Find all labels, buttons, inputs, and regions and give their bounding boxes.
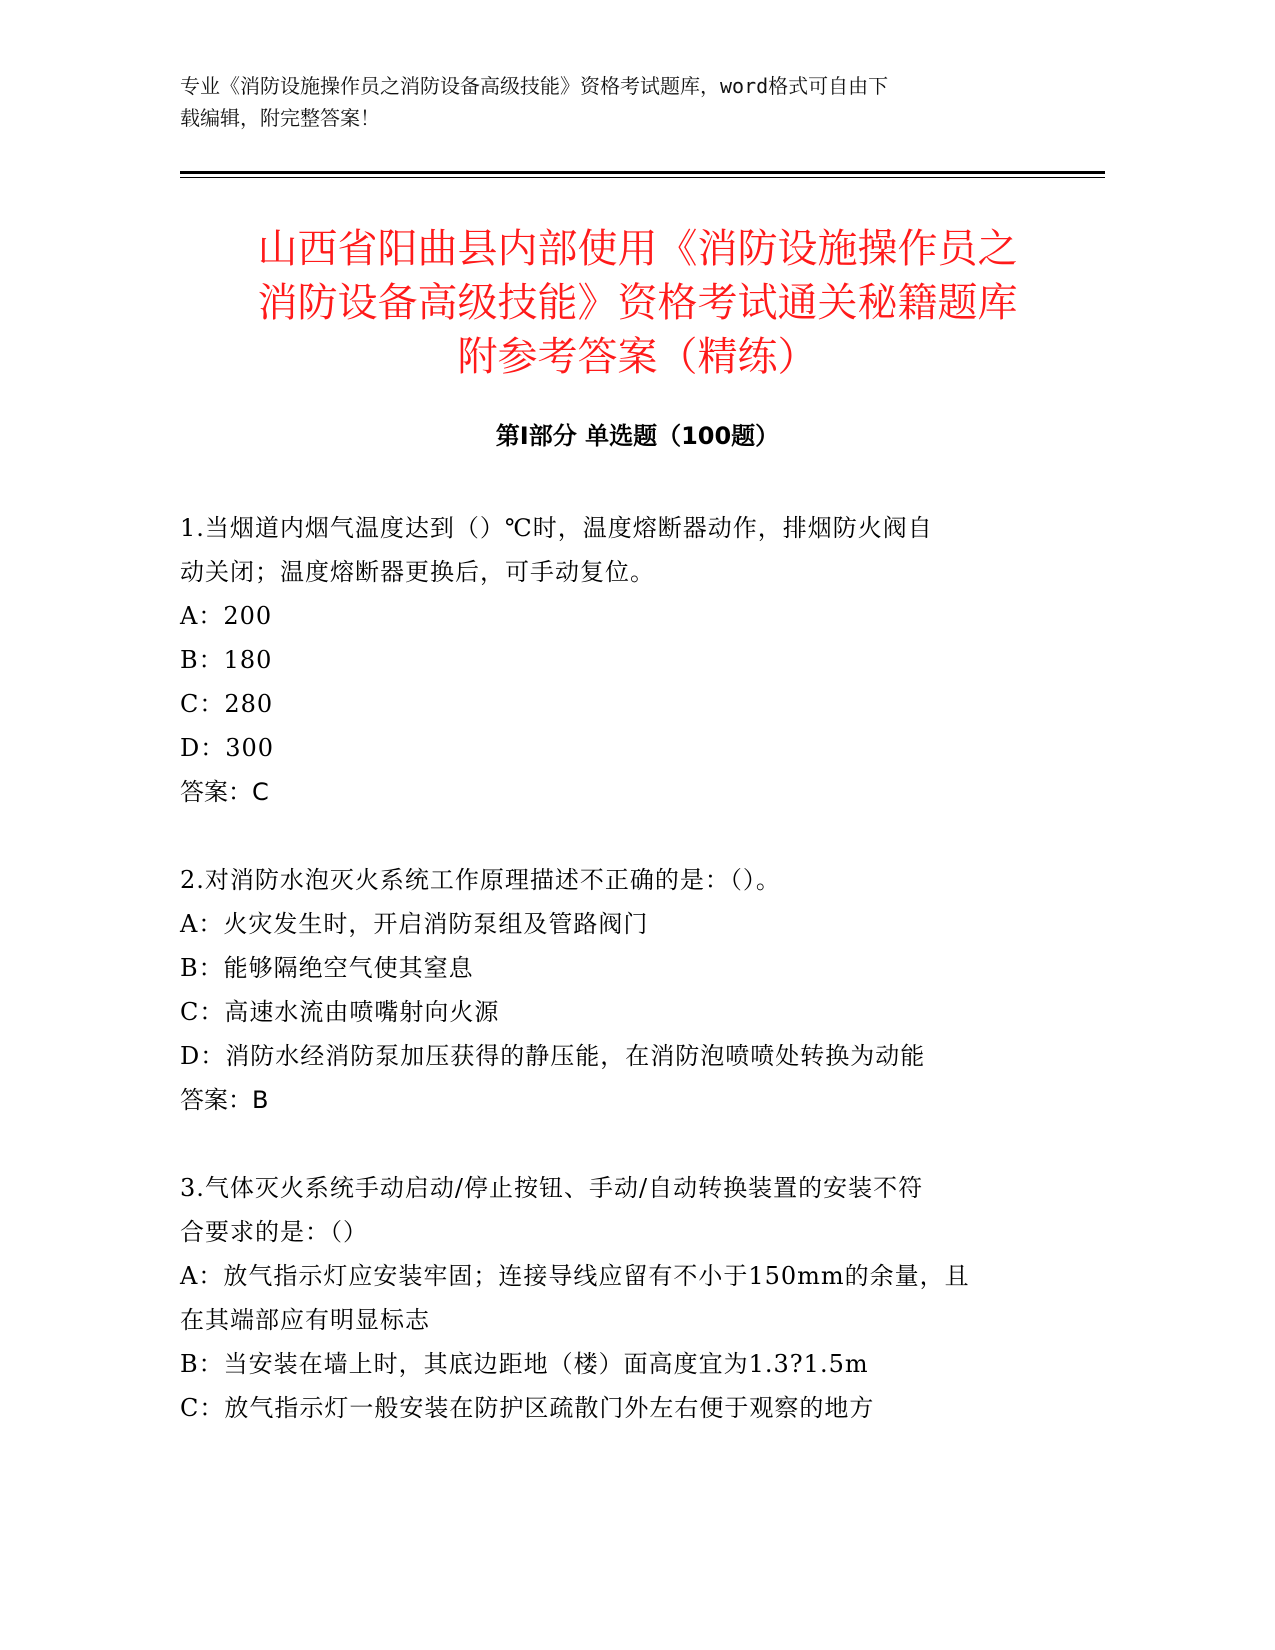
header-divider-thick — [180, 171, 1105, 174]
header-note — [180, 70, 1040, 134]
option-a: A：火灾发生时，开启消防泵组及管路阀门 — [180, 910, 649, 938]
option-b: B：当安装在墙上时，其底边距地（楼）面高度宜为1.3?1.5m — [180, 1350, 869, 1378]
header-divider-thin — [180, 177, 1105, 178]
answer: 答案：B — [180, 1086, 269, 1114]
question-2 — [180, 858, 1040, 1122]
title-line: 附参考答案（精练） — [457, 334, 818, 380]
answer: 答案：C — [180, 778, 269, 806]
question-text: 合要求的是：（） — [180, 1218, 368, 1246]
question-text: 动关闭；温度熔断器更换后，可手动复位。 — [180, 558, 655, 586]
question-text: 1.当烟道内烟气温度达到（）℃时，温度熔断器动作，排烟防火阀自 — [180, 514, 933, 542]
section-heading: 第Ⅰ部分 单选题（100题） — [495, 422, 780, 450]
title-line: 山西省阳曲县内部使用《消防设施操作员之 — [257, 226, 1018, 272]
title-line: 消防设备高级技能》资格考试通关秘籍题库 — [257, 280, 1018, 326]
option-a: A：200 — [180, 602, 273, 630]
question-list — [180, 506, 1040, 1474]
question-3 — [180, 1166, 1040, 1430]
option-a-continued: 在其端部应有明显标志 — [180, 1306, 430, 1334]
option-d: D：300 — [180, 734, 275, 762]
option-a: A：放气指示灯应安装牢固；连接导线应留有不小于150mm的余量，且 — [180, 1262, 970, 1290]
option-b: B：能够隔绝空气使其窒息 — [180, 954, 474, 982]
header-note-line: 载编辑，附完整答案！ — [180, 106, 380, 130]
option-b: B：180 — [180, 646, 273, 674]
option-c: C：放气指示灯一般安装在防护区疏散门外左右便于观察的地方 — [180, 1394, 875, 1422]
option-c: C：280 — [180, 690, 274, 718]
option-d: D：消防水经消防泵加压获得的静压能，在消防泡喷喷处转换为动能 — [180, 1042, 926, 1070]
question-text: 2.对消防水泡灭火系统工作原理描述不正确的是：（）。 — [180, 866, 781, 894]
option-c: C：高速水流由喷嘴射向火源 — [180, 998, 500, 1026]
question-text: 3.气体灭火系统手动启动/停止按钮、手动/自动转换装置的安装不符 — [180, 1174, 924, 1202]
document-title — [150, 222, 1125, 384]
question-1 — [180, 506, 1040, 814]
header-note-line: 专业《消防设施操作员之消防设备高级技能》资格考试题库，word格式可自由下 — [180, 74, 889, 98]
